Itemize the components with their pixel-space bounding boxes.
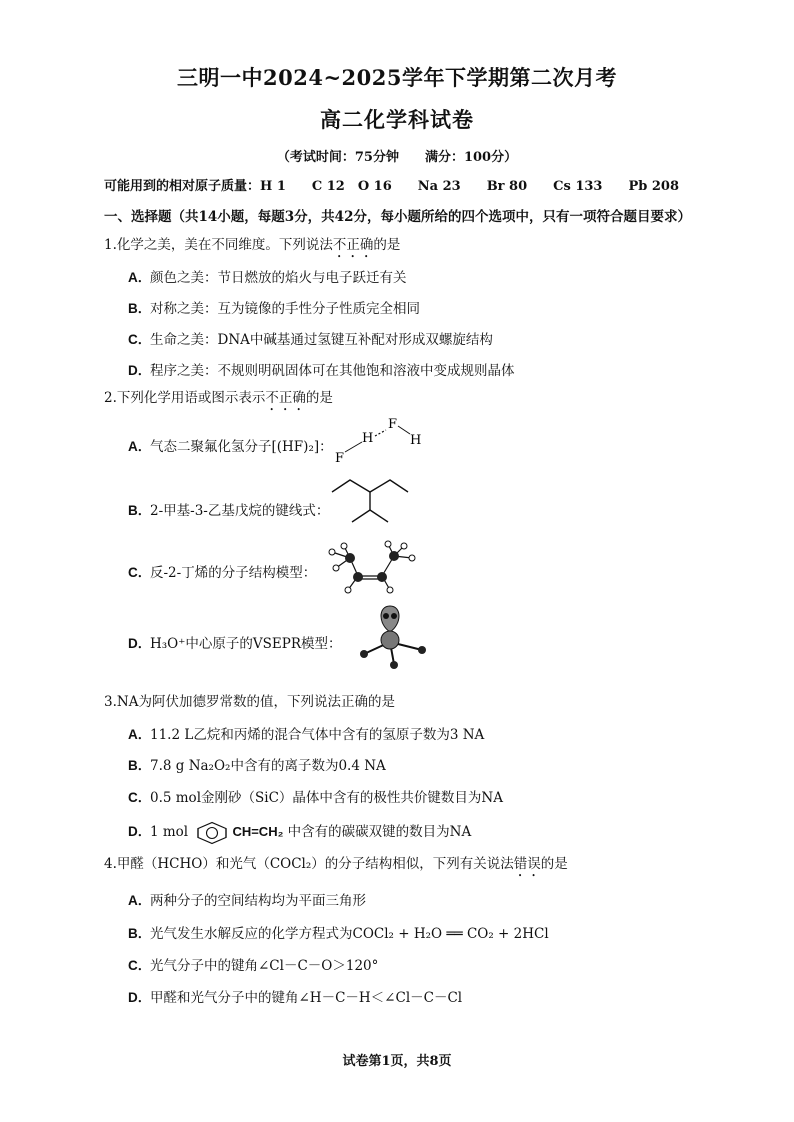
q2-option-a[interactable] bbox=[128, 435, 333, 455]
stem-text: 的是 bbox=[373, 237, 401, 253]
hf-dimer-diagram bbox=[330, 412, 430, 468]
q1-option-d[interactable] bbox=[128, 359, 515, 379]
option-text: 7.8 g Na₂O₂中含有的离子数为0.4 NA bbox=[150, 758, 386, 774]
stem-text: NA为阿伏加德罗常数的值，下列说法正确的是 bbox=[116, 694, 395, 710]
option-text: 光气发生水解反应的化学方程式为COCl₂ + H₂O ══ CO₂ + 2HCl bbox=[150, 926, 549, 942]
atom-f-label: F bbox=[335, 451, 345, 466]
option-text: 反-2-丁烯的分子结构模型： bbox=[150, 565, 317, 581]
option-label: D． bbox=[128, 824, 152, 839]
benzene-ring-icon bbox=[194, 821, 230, 845]
atom-h-label: H bbox=[362, 431, 374, 446]
q3-option-c[interactable] bbox=[128, 786, 503, 806]
q2-option-b[interactable] bbox=[128, 499, 329, 519]
option-text: 颜色之美：节日燃放的焰火与电子跃迁有关 bbox=[150, 270, 407, 286]
option-label: B． bbox=[128, 926, 152, 941]
emphasis-text: 不正确 bbox=[265, 390, 306, 406]
question-number: 4. bbox=[104, 856, 117, 872]
atomic-masses-label: 可能用到的相对原子质量： bbox=[104, 179, 261, 194]
option-label: C． bbox=[128, 790, 152, 805]
stem-text: 甲醛（HCHO）和光气（COCl₂）的分子结构相似，下列有关说法 bbox=[116, 856, 514, 872]
atom-h-label: H bbox=[410, 433, 422, 448]
option-label: A． bbox=[128, 727, 152, 742]
option-text: 光气分子中的键角∠Cl－C－O＞120° bbox=[150, 958, 379, 974]
option-text: 中含有的碳碳双键的数目为NA bbox=[287, 824, 472, 840]
section-heading: 一、选择题（共14小题，每题3分，共42分，每小题所给的四个选项中，只有一项符合题目要求） bbox=[104, 209, 691, 225]
option-text: 生命之美：DNA中碱基通过氢键互补配对形成双螺旋结构 bbox=[150, 332, 493, 348]
option-text: 对称之美：互为镜像的手性分子性质完全相同 bbox=[150, 301, 420, 317]
option-text: 两种分子的空间结构均为平面三角形 bbox=[150, 893, 366, 909]
emphasis-text: 不正确 bbox=[332, 237, 374, 253]
exam-info: （考试时间：75分钟 满分：100分） bbox=[276, 150, 518, 165]
question-number: 1. bbox=[104, 237, 117, 253]
q3-option-d[interactable] bbox=[128, 820, 471, 845]
q3-option-a[interactable] bbox=[128, 723, 484, 743]
skeletal-formula-diagram bbox=[328, 474, 414, 528]
option-label: B． bbox=[128, 758, 152, 773]
stem-text: 的是 bbox=[540, 856, 568, 872]
exam-subject-title: 高二化学科试卷 bbox=[320, 107, 474, 132]
option-text: 1 mol bbox=[150, 824, 189, 840]
option-label: D． bbox=[128, 636, 152, 651]
question-3-stem bbox=[104, 690, 395, 710]
option-label: A． bbox=[128, 893, 152, 908]
q2-option-c[interactable] bbox=[128, 561, 316, 581]
option-text: 气态二聚氟化氢分子[(HF)₂]： bbox=[150, 439, 333, 455]
q2-option-d[interactable] bbox=[128, 632, 341, 652]
question-2-stem bbox=[104, 386, 333, 414]
option-label: B． bbox=[128, 301, 152, 316]
question-number: 2. bbox=[104, 390, 117, 406]
vsepr-model-diagram bbox=[354, 602, 432, 674]
option-label: C． bbox=[128, 565, 152, 580]
exam-title: 三明一中2024~2025学年下学期第二次月考 bbox=[177, 65, 617, 90]
atomic-masses-line bbox=[104, 175, 679, 194]
option-label: B． bbox=[128, 503, 152, 518]
emphasis-text: 错误 bbox=[513, 856, 541, 872]
option-label: A． bbox=[128, 439, 152, 454]
option-label: A． bbox=[128, 270, 152, 285]
q4-option-c[interactable] bbox=[128, 954, 378, 974]
option-label: D． bbox=[128, 990, 152, 1005]
option-label: C． bbox=[128, 332, 152, 347]
stem-text: 下列化学用语或图示表示 bbox=[116, 390, 266, 406]
question-1-stem bbox=[104, 233, 400, 261]
option-text: 甲醛和光气分子中的键角∠H－C－H＜∠Cl－C－Cl bbox=[150, 990, 463, 1006]
q4-option-a[interactable] bbox=[128, 889, 366, 909]
option-text: 0.5 mol金刚砂（SiC）晶体中含有的极性共价键数目为NA bbox=[150, 790, 503, 806]
option-label: D． bbox=[128, 363, 152, 378]
question-4-stem bbox=[104, 852, 568, 880]
question-number: 3. bbox=[104, 694, 117, 710]
option-text: H₃O⁺中心原子的VSEPR模型： bbox=[150, 636, 342, 652]
stem-text: 化学之美，美在不同维度。下列说法 bbox=[116, 237, 333, 253]
trans-2-butene-model bbox=[318, 538, 418, 598]
q3-option-b[interactable] bbox=[128, 754, 386, 774]
q1-option-a[interactable] bbox=[128, 266, 407, 286]
option-text: 程序之美：不规则明矾固体可在其他饱和溶液中变成规则晶体 bbox=[150, 363, 515, 379]
option-text: 2-甲基-3-乙基戊烷的键线式： bbox=[150, 503, 330, 519]
option-label: C． bbox=[128, 958, 152, 973]
atom-f-label: F bbox=[388, 417, 398, 432]
vinyl-group-text: CH=CH₂ bbox=[232, 824, 284, 839]
page-footer: 试卷第1页，共8页 bbox=[342, 1054, 452, 1069]
option-text: 11.2 L乙烷和丙烯的混合气体中含有的氢原子数为3 NA bbox=[150, 727, 485, 743]
atomic-masses-values: H 1 C 12 O 16 Na 23 Br 80 Cs 133 Pb 208 bbox=[260, 179, 680, 194]
q1-option-c[interactable] bbox=[128, 328, 493, 348]
stem-text: 的是 bbox=[305, 390, 333, 406]
q4-option-d[interactable] bbox=[128, 986, 462, 1006]
q4-option-b[interactable] bbox=[128, 922, 549, 942]
q1-option-b[interactable] bbox=[128, 297, 420, 317]
